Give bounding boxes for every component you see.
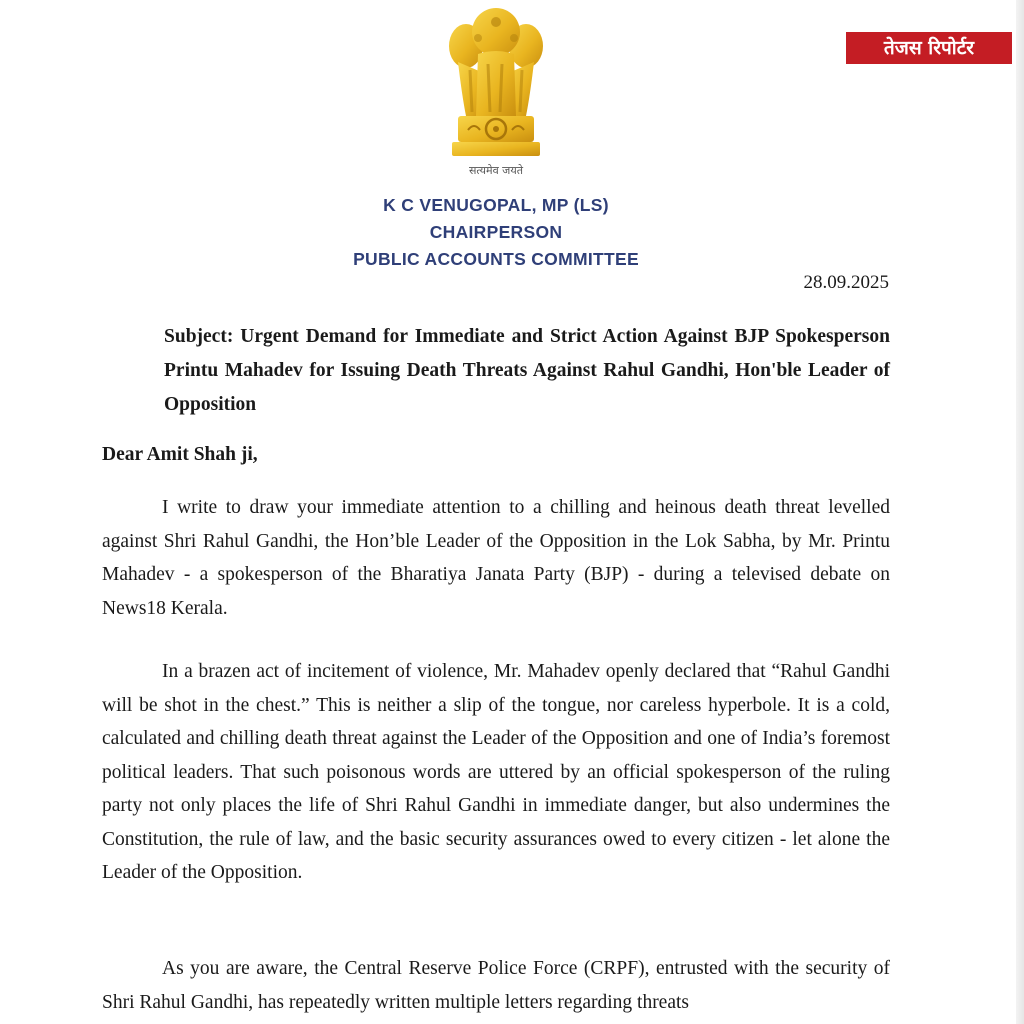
letterhead-header	[300, 192, 692, 273]
national-emblem-icon	[444, 4, 548, 162]
letter-paragraph: As you are aware, the Central Reserve Police Force (CRPF), entrusted with the security of Shri Rahul Gandhi, has repeatedly written multiple letters regarding threats	[102, 958, 890, 1013]
page-edge-shadow	[1016, 0, 1024, 1024]
letter-paragraph: In a brazen act of incitement of violence, Mr. Mahadev openly declared that “Rahul Gandhi will be shot in the chest.” This is neither a slip of the tongue, nor careless hyperbole. It is a cold, calculated and chilling death threat against the Leader of the Opposition and one of India’s foremost political leaders. That such poisonous words are uttered by an official spokesperson of the ruling party not only places the life of Shri Rahul Gandhi in immediate danger, but also undermines the Constitution, the rule of law, and the basic security assurances owed to every citizen - let alone the Leader of the Opposition.	[102, 661, 890, 883]
publisher-watermark-badge: तेजस रिपोर्टर	[846, 32, 1012, 64]
sender-name: K C VENUGOPAL, MP (LS)	[383, 195, 609, 215]
emblem-motto: सत्यमेव जयते	[468, 164, 523, 177]
sender-position: CHAIRPERSON	[429, 222, 563, 242]
letter-date: 28.09.2025	[803, 272, 889, 293]
letter-paragraph: I write to draw your immediate attention to a chilling and heinous death threat levelled against Shri Rahul Gandhi, the Hon’ble Leader of the Opposition in the Lok Sabha, by Mr. Printu Mahadev - a spokesperson of the Bharatiya Janata Party (BJP) - during a televised debate on News18 Kerala.	[102, 497, 890, 619]
sender-committee: PUBLIC ACCOUNTS COMMITTEE	[353, 249, 639, 269]
letter-salutation: Dear Amit Shah ji,	[102, 444, 258, 465]
letter-subject: Subject: Urgent Demand for Immediate and Strict Action Against BJP Spokesperson Printu Mahadev for Issuing Death Threats Against Rahul Gandhi, Hon'ble Leader of Opposition	[164, 326, 890, 415]
